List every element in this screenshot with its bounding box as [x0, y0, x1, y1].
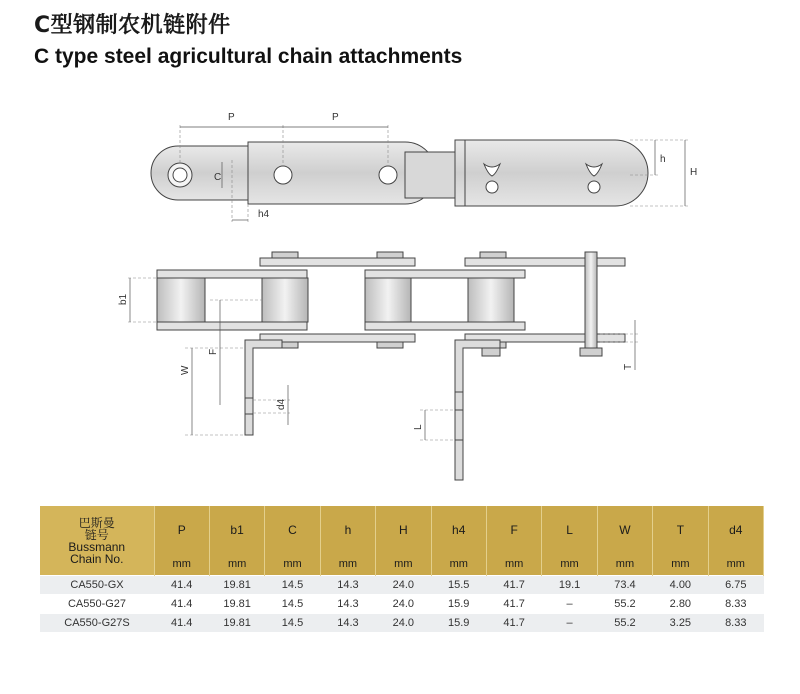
column-header: h4	[431, 506, 486, 553]
column-header: T	[653, 506, 708, 553]
value-cell: 24.0	[376, 576, 431, 595]
value-cell: 2.80	[653, 595, 708, 614]
value-cell: 8.33	[708, 614, 763, 633]
title-chinese: C型钢制农机链附件	[34, 13, 231, 38]
unit-cell: mm	[653, 553, 708, 576]
dim-label-h-small: h	[660, 154, 666, 165]
unit-cell: mm	[209, 553, 264, 576]
dim-label-h-large: H	[690, 167, 698, 178]
dim-label-h4: h4	[258, 209, 270, 220]
column-header: P	[154, 506, 209, 553]
title-english: C type steel agricultural chain attachments	[34, 45, 463, 68]
dim-label-t: T	[623, 363, 634, 370]
technical-drawing	[0, 80, 800, 500]
value-cell: 41.7	[486, 614, 541, 633]
unit-cell: mm	[486, 553, 541, 576]
model-header-line: Chain No.	[70, 551, 124, 566]
table-row	[40, 614, 764, 633]
value-cell: 41.4	[154, 614, 209, 633]
table-header-row	[40, 506, 764, 553]
value-cell: 24.0	[376, 595, 431, 614]
value-cell: 15.9	[431, 614, 486, 633]
value-cell: –	[542, 595, 597, 614]
value-cell: 55.2	[597, 614, 652, 633]
value-cell: 14.5	[265, 595, 320, 614]
model-header-line: 链号	[84, 527, 109, 542]
value-cell: –	[542, 614, 597, 633]
column-header: h	[320, 506, 375, 553]
column-header: H	[376, 506, 431, 553]
table-row	[40, 595, 764, 614]
unit-cell: mm	[320, 553, 375, 576]
top-view	[151, 140, 648, 206]
column-header: C	[265, 506, 320, 553]
spec-table	[40, 506, 764, 632]
value-cell: 55.2	[597, 595, 652, 614]
value-cell: 19.1	[542, 576, 597, 595]
value-cell: 19.81	[209, 595, 264, 614]
unit-cell: mm	[154, 553, 209, 576]
value-cell: 15.5	[431, 576, 486, 595]
unit-cell: mm	[376, 553, 431, 576]
model-column-header	[40, 506, 154, 576]
value-cell: 41.7	[486, 576, 541, 595]
value-cell: 24.0	[376, 614, 431, 633]
dim-label-b1: b1	[118, 293, 129, 305]
unit-cell: mm	[265, 553, 320, 576]
dim-label-d4: d4	[276, 398, 287, 410]
side-view	[157, 252, 625, 480]
unit-cell: mm	[708, 553, 763, 576]
table-row	[40, 576, 764, 595]
model-cell: CA550-G27S	[40, 614, 154, 633]
column-header: F	[486, 506, 541, 553]
value-cell: 41.4	[154, 595, 209, 614]
column-header: W	[597, 506, 652, 553]
model-header-line: 巴斯曼	[78, 515, 115, 530]
dim-label-c: C	[214, 172, 222, 183]
value-cell: 3.25	[653, 614, 708, 633]
value-cell: 4.00	[653, 576, 708, 595]
unit-cell: mm	[542, 553, 597, 576]
value-cell: 19.81	[209, 576, 264, 595]
model-header-line: Bussmann	[68, 539, 126, 554]
unit-cell: mm	[431, 553, 486, 576]
value-cell: 6.75	[708, 576, 763, 595]
dim-label-w: W	[180, 365, 191, 375]
value-cell: 14.5	[265, 576, 320, 595]
value-cell: 41.7	[486, 595, 541, 614]
dim-label-p2: P	[332, 112, 339, 123]
dim-label-l: L	[413, 424, 424, 430]
model-cell: CA550-GX	[40, 576, 154, 595]
value-cell: 14.5	[265, 614, 320, 633]
column-header: L	[542, 506, 597, 553]
value-cell: 14.3	[320, 614, 375, 633]
unit-cell: mm	[597, 553, 652, 576]
value-cell: 14.3	[320, 595, 375, 614]
dim-label-f: F	[208, 348, 219, 355]
value-cell: 8.33	[708, 595, 763, 614]
model-cell: CA550-G27	[40, 595, 154, 614]
value-cell: 19.81	[209, 614, 264, 633]
dim-label-p1: P	[228, 112, 235, 123]
column-header: d4	[708, 506, 763, 553]
value-cell: 73.4	[597, 576, 652, 595]
value-cell: 14.3	[320, 576, 375, 595]
column-header: b1	[209, 506, 264, 553]
value-cell: 15.9	[431, 595, 486, 614]
value-cell: 41.4	[154, 576, 209, 595]
